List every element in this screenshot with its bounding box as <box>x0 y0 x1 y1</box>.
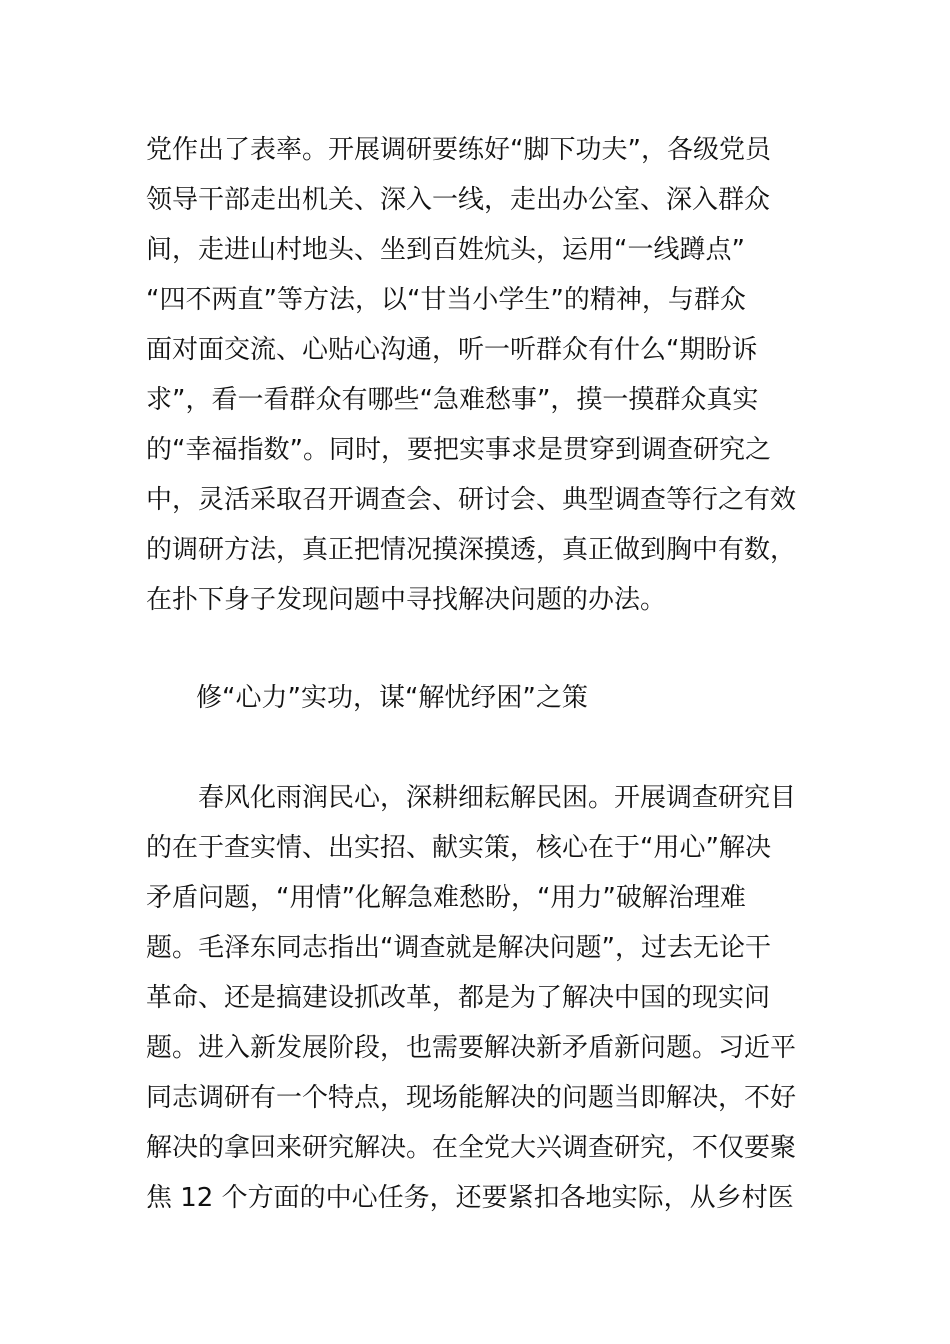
text-line: 党作出了表率。开展调研要练好“脚下功夫”，各级党员 <box>146 135 771 165</box>
text-line: 同志调研有一个特点，现场能解决的问题当即解决，不好 <box>146 1083 797 1113</box>
text-line: “四不两直”等方法，以“甘当小学生”的精神，与群众 <box>146 285 746 315</box>
text-line: 革命、还是搞建设抓改革，都是为了解决中国的现实问 <box>146 983 771 1013</box>
text-line: 的在于查实情、出实招、献实策，核心在于“用心”解决 <box>146 833 771 863</box>
text-line: 春风化雨润民心，深耕细耘解民困。开展调查研究目 <box>146 783 797 813</box>
text-line: 间，走进山村地头、坐到百姓炕头，运用“一线蹲点” <box>146 235 745 265</box>
text-line: 题。进入新发展阶段，也需要解决新矛盾新问题。习近平 <box>146 1033 797 1063</box>
section-heading <box>196 673 876 723</box>
text-line: 领导干部走出机关、深入一线，走出办公室、深入群众 <box>146 185 771 215</box>
text-line: 的调研方法，真正把情况摸深摸透，真正做到胸中有数， <box>146 535 797 565</box>
text-line: 焦 12 个方面的中心任务，还要紧扣各地实际，从乡村医 <box>146 1183 794 1213</box>
section-heading-text: 修“心力”实功，谋“解忧纾困”之策 <box>196 683 588 713</box>
text-line: 的“幸福指数”。同时，要把实事求是贯穿到调查研究之 <box>146 435 771 465</box>
text-line: 求”，看一看群众有哪些“急难愁事”，摸一摸群众真实 <box>146 385 759 415</box>
text-line: 题。毛泽东同志指出“调查就是解决问题”，过去无论干 <box>146 933 771 963</box>
text-line: 矛盾问题，“用情”化解急难愁盼，“用力”破解治理难 <box>146 883 746 913</box>
paragraph-2 <box>146 773 826 1223</box>
text-line: 中，灵活采取召开调查会、研讨会、典型调查等行之有效 <box>146 485 797 515</box>
text-line: 面对面交流、心贴心沟通，听一听群众有什么“期盼诉 <box>146 335 758 365</box>
text-line: 在扑下身子发现问题中寻找解决问题的办法。 <box>146 585 667 615</box>
text-line: 解决的拿回来研究解决。在全党大兴调查研究，不仅要聚 <box>146 1133 797 1163</box>
paragraph-1 <box>146 125 826 625</box>
